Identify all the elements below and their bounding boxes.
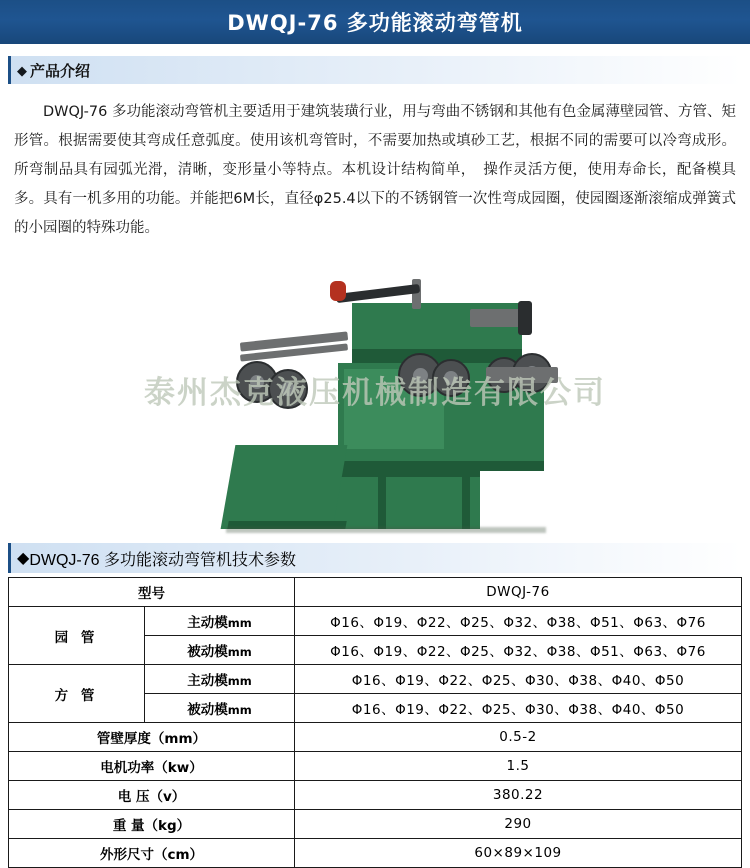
spec-value-voltage: 380.22 (295, 781, 742, 810)
spec-value-motor-power: 1.5 (295, 752, 742, 781)
spec-value-dimensions: 60×89×109 (295, 839, 742, 868)
spec-label-voltage: 电 压（v） (9, 781, 295, 810)
section-heading-intro-label: 产品介绍 (30, 61, 91, 80)
table-row (9, 810, 742, 839)
page-title-bar (0, 0, 750, 44)
spec-value-square-drive: Φ16、Φ19、Φ22、Φ25、Φ30、Φ38、Φ40、Φ50 (295, 665, 742, 694)
sublabel-text: 主动模 (187, 673, 228, 689)
sublabel-unit: mm (227, 703, 252, 717)
sublabel-text: 被动模 (187, 644, 228, 660)
spec-sublabel-square-drive (145, 665, 295, 694)
table-row (9, 578, 742, 607)
section-heading-intro (8, 56, 742, 84)
table-row (9, 752, 742, 781)
spec-value-wall-thickness: 0.5-2 (295, 723, 742, 752)
spec-label-motor-power: 电机功率（kw） (9, 752, 295, 781)
spec-table (8, 577, 742, 868)
section-heading-specs-label: DWQJ-76 多功能滚动弯管机技术参数 (29, 551, 296, 569)
sublabel-text: 主动模 (187, 615, 228, 631)
spec-group-label-round: 园 管 (9, 607, 145, 665)
sublabel-unit: mm (227, 674, 252, 688)
spec-sublabel-square-driven (145, 694, 295, 723)
table-row (9, 665, 742, 694)
sublabel-text: 被动模 (187, 702, 228, 718)
spec-label-model: 型号 (9, 578, 295, 607)
section-heading-specs (8, 543, 742, 573)
spec-value-weight: 290 (295, 810, 742, 839)
spec-group-label-square: 方 管 (9, 665, 145, 723)
spec-value-square-driven: Φ16、Φ19、Φ22、Φ25、Φ30、Φ38、Φ40、Φ50 (295, 694, 742, 723)
table-row (9, 723, 742, 752)
spec-value-round-drive: Φ16、Φ19、Φ22、Φ25、Φ32、Φ38、Φ51、Φ63、Φ76 (295, 607, 742, 636)
product-photo (0, 249, 750, 541)
watermark-text: 泰州杰克液压机械制造有限公司 (144, 375, 606, 411)
table-row (9, 839, 742, 868)
machine-illustration (0, 249, 750, 541)
diamond-icon-specs: ◆ (17, 550, 30, 567)
spec-label-dimensions: 外形尺寸（cm） (9, 839, 295, 868)
spec-value-model: DWQJ-76 (295, 578, 742, 607)
spec-label-weight: 重 量（kg） (9, 810, 295, 839)
spec-label-wall-thickness: 管壁厚度（mm） (9, 723, 295, 752)
table-row (9, 607, 742, 636)
sublabel-unit: mm (227, 616, 252, 630)
intro-paragraph: DWQJ-76 多功能滚动弯管机主要适用于建筑装璜行业，用与弯曲不锈钢和其他有色金属薄壁园管、方管、矩形管。根据需要使其弯成任意弧度。使用该机弯管时，不需要加热或填砂工艺，根据不同的需要可以冷弯成形。所弯制品具有园弧光滑，清晰，变形量小等特点。本机设计结构简单， 操作灵活方便，使用寿命长，配备模具多。具有一机多用的功能。并能把6M长，直径φ25.4以下的不锈钢管一次性弯成园圈，使园圈逐渐滚缩成弹簧式的小园圈的特殊功能。 (14, 104, 736, 236)
spec-sublabel-round-drive (145, 607, 295, 636)
spec-sublabel-round-driven (145, 636, 295, 665)
page-title: DWQJ-76 多功能滚动弯管机 (227, 11, 523, 35)
sublabel-unit: mm (227, 645, 252, 659)
spec-value-round-driven: Φ16、Φ19、Φ22、Φ25、Φ32、Φ38、Φ51、Φ63、Φ76 (295, 636, 742, 665)
diamond-icon: ◆ (17, 62, 27, 78)
table-row (9, 781, 742, 810)
